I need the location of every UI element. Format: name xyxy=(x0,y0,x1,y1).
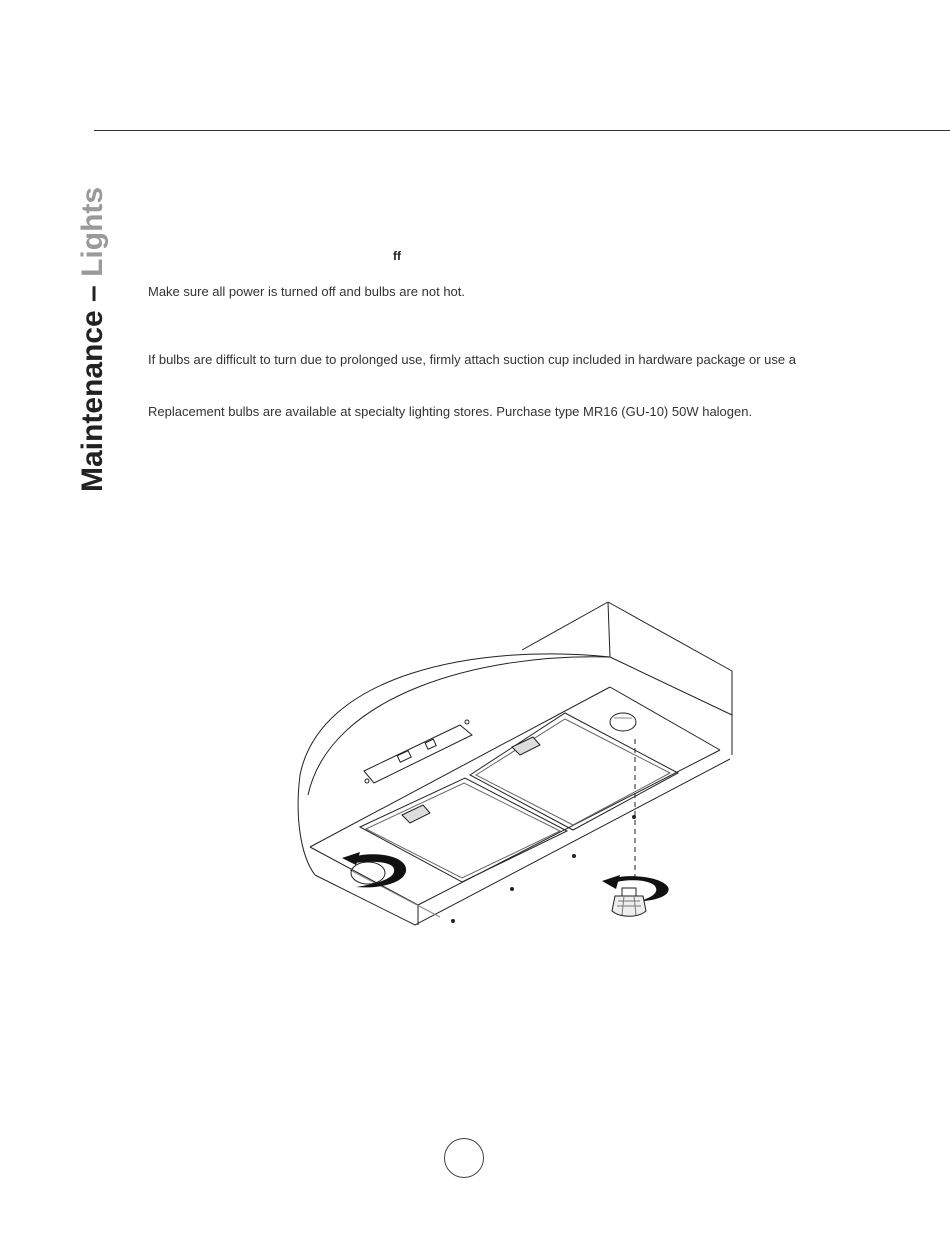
paragraph-power-off: Make sure all power is turned off and bulbs are not hot. xyxy=(148,284,466,299)
header-rule xyxy=(94,130,950,131)
page-number-circle xyxy=(444,1138,484,1178)
heading-fragment: ff xyxy=(393,249,401,263)
range-hood-illustration xyxy=(290,595,750,950)
title-main: Maintenance – xyxy=(76,276,109,492)
page-title xyxy=(78,187,108,492)
paragraph-suction-cup: If bulbs are difficult to turn due to prolonged use, firmly attach suction cup included in hardware package or use a xyxy=(148,352,796,367)
halogen-bulb-icon xyxy=(602,875,669,916)
title-accent: Lights xyxy=(76,186,109,277)
paragraph-replacement-bulbs: Replacement bulbs are available at specialty lighting stores. Purchase type MR16 (GU-10) 50W halogen. xyxy=(148,404,753,419)
